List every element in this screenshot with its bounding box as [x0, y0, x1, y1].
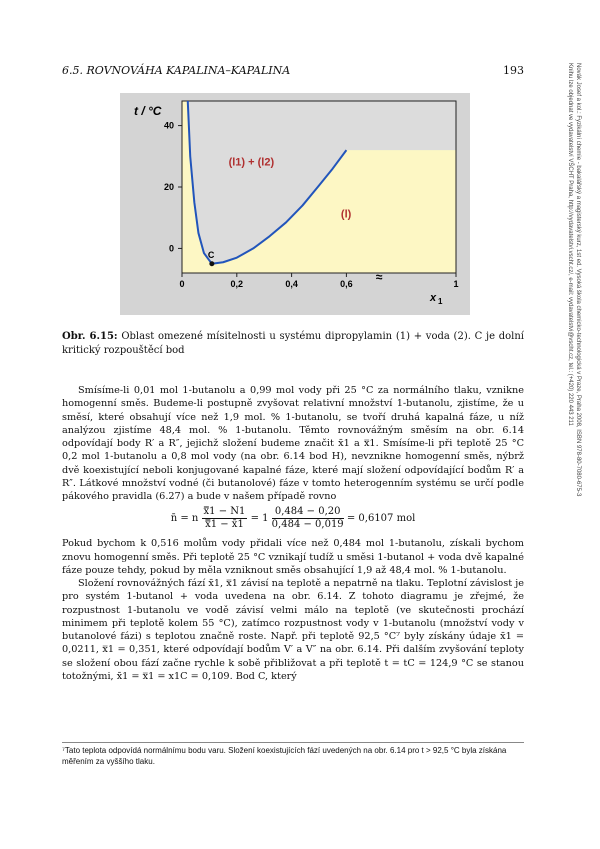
paragraph-1: Smísíme-li 0,01 mol 1-butanolu a 0,99 mol vody při 25 °C za normálního tlaku, vznikne homogenní směs. Budeme-li postupně zvyšovat relativní množství 1-butanolu, zjistíme, že u směsí, které obsahují více než 1,9 mol. % 1-butanolu, se tvoří druhá kapalná fáze, u níž analýzou zjistíme 48,4 mol. % 1-butanolu. Těmto rovnovážným směsím na obr. 6.14 odpovídají body R′ a R″, jejichž složení budeme značit x̄1 a x̿1. Smísíme-li při teplotě 25 °C 0,2 mol 1-butanolu a 0,8 mol vody (na obr. 6.14 bod H), nevznikne homogenní směs, nýbrž dvě koexistující neboli konjugované kapalné fáze, které mají složení odpovídající bodům R′ a R″. Látkové množství vodné (či butanolové) fáze v tomto heterogenním systému se určí podle pákového pravidla (6.27) a bude v našem případě rovno: [62, 385, 524, 502]
one-phase-label: (l): [340, 208, 352, 221]
eq-frac2-num: 0,484 − 0,20: [272, 506, 344, 519]
eq-lhs: n̄ = n: [170, 513, 199, 525]
x-tick-label: 0,6: [340, 279, 353, 289]
x-tick-label: 0: [179, 279, 185, 289]
critical-point-label: C: [207, 249, 215, 260]
side-note-line-1: Novák Josef a kol.: Fyzikální chemie - bakalářský a magisterský kurz, 1st ed. Vysoká škola chemicko-technologická v Praze, Praha 2008, ISBN 978-80-7080-675-3: [575, 63, 581, 497]
side-note-line-2: Knihu lze objednat ve vydavatelství VŠCHT Praha, http://vydavatelstvi.vscht.cz/, e-mail: vydavatelstvi@vscht.cz, tel.: (+420) 220 443 211: [567, 63, 573, 426]
x-axis-label-sub: 1: [438, 297, 443, 306]
caption-label: Obr. 6.15:: [62, 331, 118, 342]
header-title: 6.5. ROVNOVÁHA KAPALINA–KAPALINA: [62, 64, 291, 77]
x-tick-label: 1: [453, 279, 459, 289]
eq-frac1-den: x̿1 − x̄1: [205, 519, 244, 531]
lever-rule-equation: [62, 506, 524, 534]
eq-fraction-2: [272, 506, 344, 531]
caption-text: Oblast omezené mísitelnosti u systému dipropylamin (1) + voda (2). C je dolní kritický rozpouštěcí bod: [62, 331, 524, 356]
phase-diagram-chart: [120, 93, 470, 315]
body-text: [62, 384, 524, 683]
eq-mid: = 1: [250, 513, 272, 525]
page-number: 193: [503, 64, 524, 77]
x-tick-label: 0,2: [230, 279, 244, 289]
y-tick-label: 20: [163, 182, 174, 192]
side-note: [566, 63, 582, 496]
critical-point: [209, 261, 214, 266]
eq-frac1-num: x̿1 − N1: [203, 506, 246, 518]
y-tick-label: 0: [168, 243, 174, 254]
y-tick-label: 40: [163, 120, 174, 131]
figure-caption: [62, 330, 524, 358]
axis-break-mark: ≈: [375, 270, 383, 284]
two-phase-label: (l1) + (l2): [228, 156, 275, 169]
eq-frac2-den: 0,484 − 0,019: [271, 519, 344, 531]
x-tick-label: 0,4: [285, 279, 298, 289]
y-axis-label: t / °C: [134, 104, 162, 118]
footnote: ⁷Tato teplota odpovídá normálnímu bodu varu. Složení koexistujících fází uvedených na obr. 6.14 pro t > 92,5 °C byla získána měřením za vyššího tlaku.: [62, 742, 524, 767]
phase-diagram-figure: [120, 93, 470, 315]
running-header: [62, 64, 524, 77]
paragraph-3: Složení rovnovážných fází x̄1, x̿1 závisí na teplotě a nepatrně na tlaku. Teplotní závislost je pro systém 1-butanol + voda uvedena na obr. 6.14. Z tohoto diagramu je zřejmé, že rozpustnost 1-butanolu ve vodě závisí velmi málo na teplotě (ve skutečnosti prochází minimem při teplotě kolem 55 °C), zatímco rozpustnost vody v 1-butanolu (množství vody v butanolové fázi) s teplotou značně roste. Např. při teplotě 92,5 °C⁷ byly získány údaje x̄1 = 0,0211, x̿1 = 0,351, které odpovídají bodům V′ a V″ na obr. 6.14. Při dalším zvyšování teploty se složení obou fází začne rychle k sobě přibližovat a při teplotě t = tC = 124,9 °C se stanou totožnými, x̄1 = x̿1 = x1C = 0,109. Bod C, který: [62, 578, 524, 682]
paragraph-2: Pokud bychom k 0,516 molům vody přidali více než 0,484 mol 1-butanolu, získali bychom znovu homogenní směs. Při teplotě 25 °C vznikají tudíž u směsi 1-butanol + voda dvě kapalné fáze pouze tehdy, pokud by měla vzniknout směs obsahující 1,9 až 48,4 mol. % 1-butanolu.: [62, 538, 524, 576]
eq-fraction-1: [202, 506, 248, 531]
eq-rhs: = 0,6107 mol: [346, 513, 416, 525]
x-axis-label: x: [430, 292, 437, 304]
